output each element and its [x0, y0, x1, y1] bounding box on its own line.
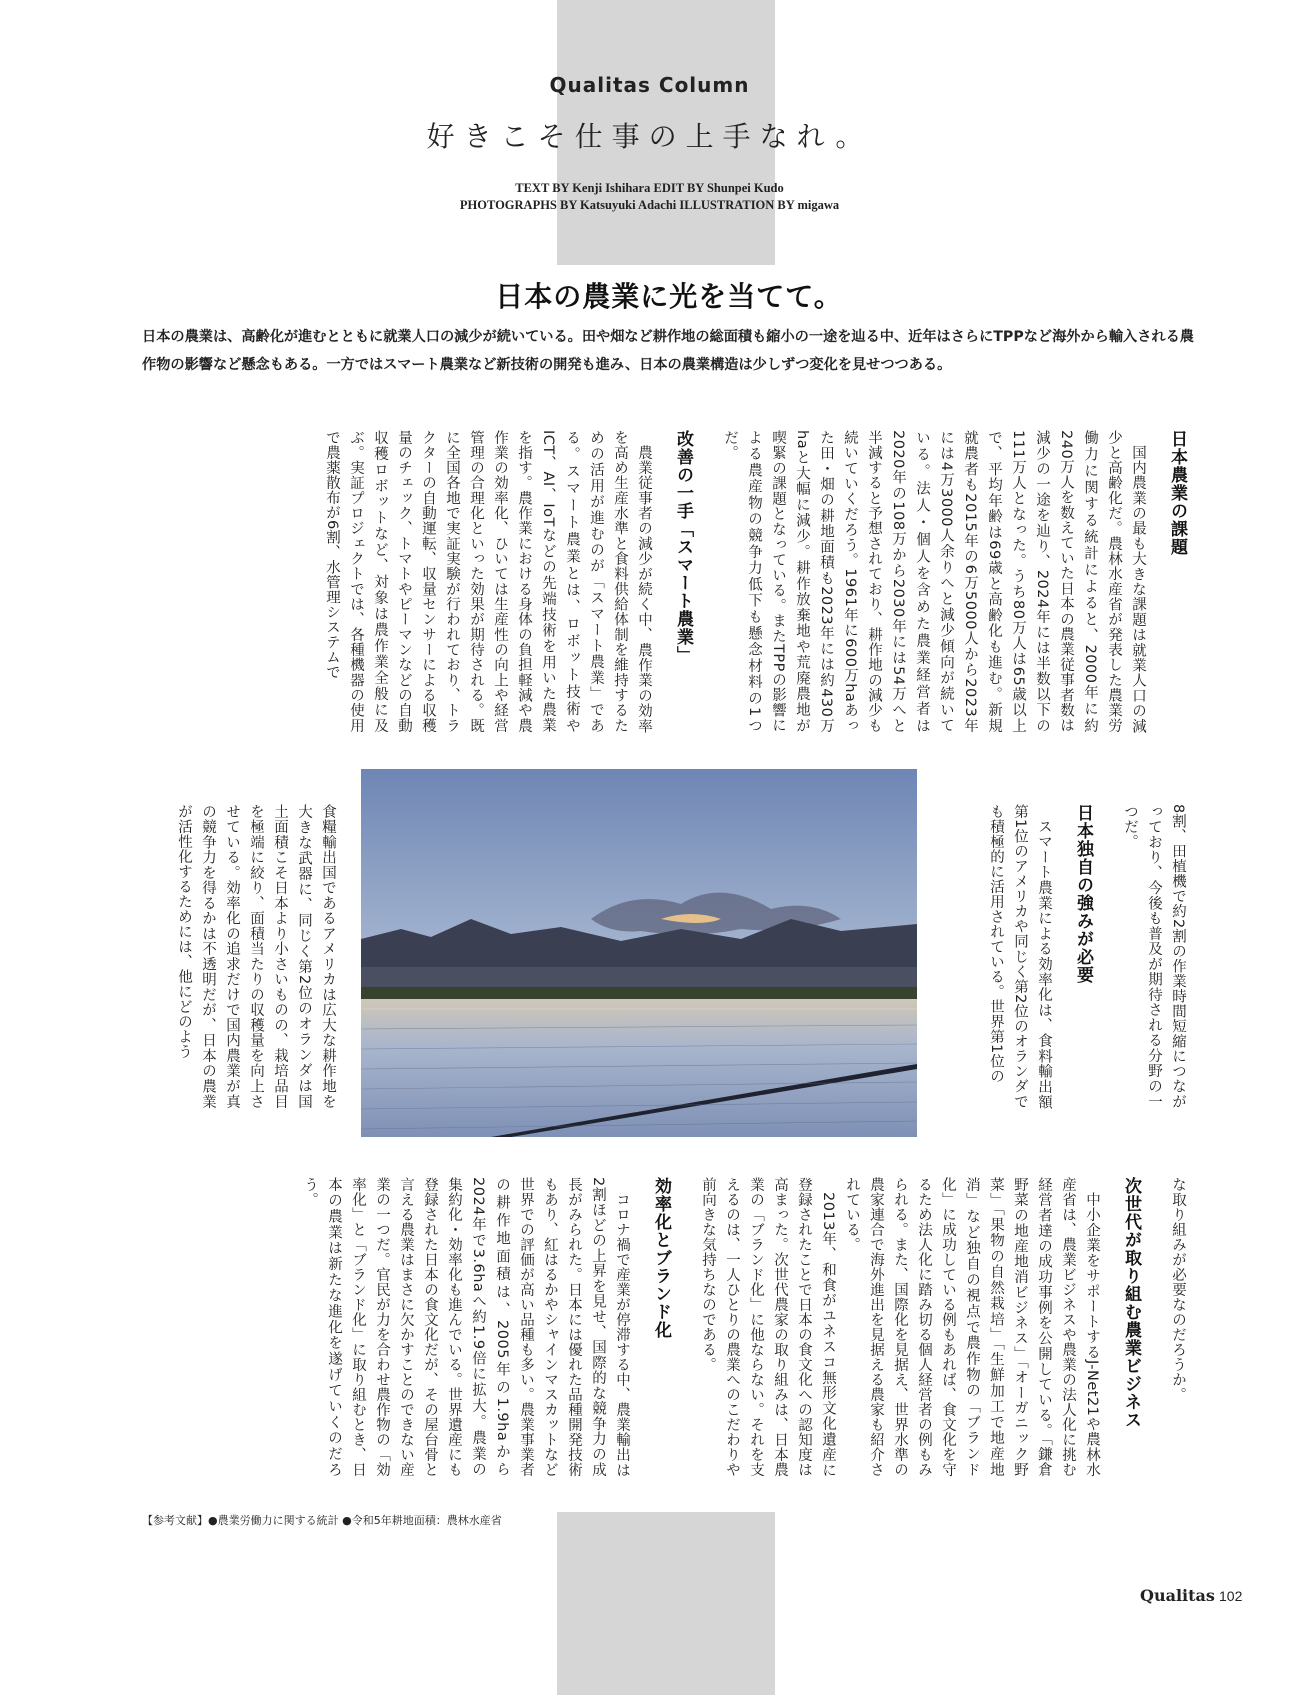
section-heading-next-generation: 次世代が取り組む農業ビジネス [1121, 1177, 1141, 1429]
section-body-issues: 国内農業の最も大きな課題は就業人口の減少と高齢化だ。農林水産省が発表した農業労働力に関する統計によると、2000年に約240万人を数えていた日本の農業従事者数は減少の一途を辿り、2024年には半数以下の111万人となった。うち80万人は65歳以上で、平均年齢は69歳と高齢化も進む。新規就農者も2015年の6万5000人から2023年には4万3000人余りへと減少傾向が続いている。法人・個人を含めた農業経営者は2020年の108万から2030年には54万へと半減すると予想されており、耕作地の減少も続いていくだろう。1961年に600万haあった田・畑の耕地面積も2023年には約430万haと大幅に減少。耕作放棄地や荒廃農地が喫緊の課題となっている。またTPPの影響による農産物の競争力低下も懸念材料の1つだ。 [722, 430, 1146, 733]
column-label: Qualitas Column [549, 73, 750, 97]
section-heading-issues: 日本農業の課題 [1167, 430, 1187, 556]
text-band-1 [140, 430, 1190, 733]
rice-paddy-landscape-photo [361, 769, 917, 1137]
article-lead: 日本の農業は、高齢化が進むとともに就業人口の減少が続いている。田や畑など耕作地の総面積も縮小の一途を辿る中、近年はさらにTPPなど海外から輸入される農作物の影響など懸念もある。一方ではスマート農業など新技術の開発も進み、日本の農業構造は少しずつ変化を見せつつある。 [142, 329, 1194, 373]
section-body-efficiency-branding: コロナ禍で産業が停滞する中、農業輸出は2割ほどの上昇を見せ、国際的な競争力の成長がみられた。日本には優れた品種開発技術もあり、紅はるかやシャインマスカットなど世界での評価が高い品種も多い。農業事業者の耕作地面積は、2005年の1.9haから2024年で3.6haへ約1.9倍に拡大。農業の集約化・効率化も進んでいる。世界遺産にも登録された日本の食文化だが、その屋台骨と言える農業はまさに欠かすことのできない産業の一つだ。官民が力を合わせ農作物の「効率化」と「ブランド化」に取り組むとき、日本の農業は新たな進化を遂げていくのだろう。 [302, 1177, 630, 1477]
credits-line-2: PHOTOGRAPHS BY Katsuyuki Adachi ILLUSTRATION BY migawa [459, 198, 840, 212]
column-title: 好きこそ仕事の上手なれ。 [426, 120, 873, 153]
rice-paddy-photo [361, 769, 917, 1137]
section-heading-unique-strength: 日本独自の強みが必要 [1073, 804, 1093, 984]
section-heading-efficiency-branding: 効率化とブランド化 [651, 1177, 671, 1339]
text-band-3 [140, 1177, 1190, 1477]
section-body-unique-strength-1: スマート農業による効率化は、食料輸出額第1位のアメリカや同じく第2位のオランダでも積極的に活用されている。世界第1位の [988, 804, 1052, 1109]
bottom-grey-band [557, 1512, 775, 1695]
text-band-2-left [140, 804, 340, 1109]
section-body-unique-strength-continued: な取り組みが必要なのだろうか。 [1170, 1177, 1186, 1402]
page-number: 102 [1219, 1588, 1243, 1604]
text-band-2-right [922, 804, 1190, 1109]
section-body-next-generation-2: 2013年、和食がユネスコ無形文化遺産に登録されたことで日本の食文化への認知度は高まった。次世代農家の取り組みは、日本農業の「ブランド化」に他ならない。それを支えるのは、一人ひとりの農業へのこだわりや前向きな気持ちなのである。 [700, 1177, 836, 1477]
section-heading-smart-agriculture: 改善の一手「スマート農業」 [673, 430, 693, 664]
credits-line-1: TEXT BY Kenji Ishihara EDIT BY Shunpei Kudo [515, 181, 784, 195]
section-body-unique-strength-2: 食糧輸出国であるアメリカは広大な耕作地を大きな武器に、同じく第2位のオランダは国土面積こそ日本より小さいものの、栽培品目を極端に絞り、面積当たりの収穫量を向上させている。効率化の追求だけで国内農業が真の競争力を得るかは不透明だが、日本の農業が活性化するためには、他にどのよう [176, 804, 336, 1109]
footer-brand: Qualitas [1140, 1586, 1215, 1605]
references: 【参考文献】●農業労働力に関する統計 ●令和5年耕地面積：農林水産省 [142, 1514, 502, 1527]
section-body-next-generation-1: 中小企業をサポートするJ-Net21や農林水産省は、農業ビジネスや農業の法人化に挑む経営者達の成功事例を公開している。「鎌倉野菜の地産地消ビジネス」「オーガニック野菜」「果物の自然栽培」「生鮮加工で地産地消」など独自の視点で農作物の「ブランド化」に成功している例もあれば、食文化を守るため法人化に踏み切る個人経営者の例もみられる。また、国際化を見据え、世界水準の農家連合で海外進出を見据える農家も紹介されている。 [844, 1177, 1100, 1477]
article-headline: 日本の農業に光を当てて。 [495, 280, 843, 313]
section-body-smart-agriculture-continued: 8割、田植機で約2割の作業時間短縮につながっており、今後も普及が期待される分野の一つだ。 [1122, 804, 1186, 1109]
section-body-smart-agriculture: 農業従事者の減少が続く中、農作業の効率を高め生産水準と食料供給体制を維持するための活用が進むのが「スマート農業」である。スマート農業とは、ロボット技術やICT、AI、IoTなどの先端技術を用いた農業を指す。農作業における身体の負担軽減や農作業の効率化、ひいては生産性の向上や経営管理の合理化といった効果が期待される。既に全国各地で実証実験が行われており、トラクターの自動運転、収量センサーによる収穫量のチェック、トマトやピーマンなどの自動収穫ロボットなど、対象は農作業全般に及ぶ。実証プロジェクトでは、各種機器の使用で農薬散布が6割、水管理システムで [324, 430, 652, 733]
